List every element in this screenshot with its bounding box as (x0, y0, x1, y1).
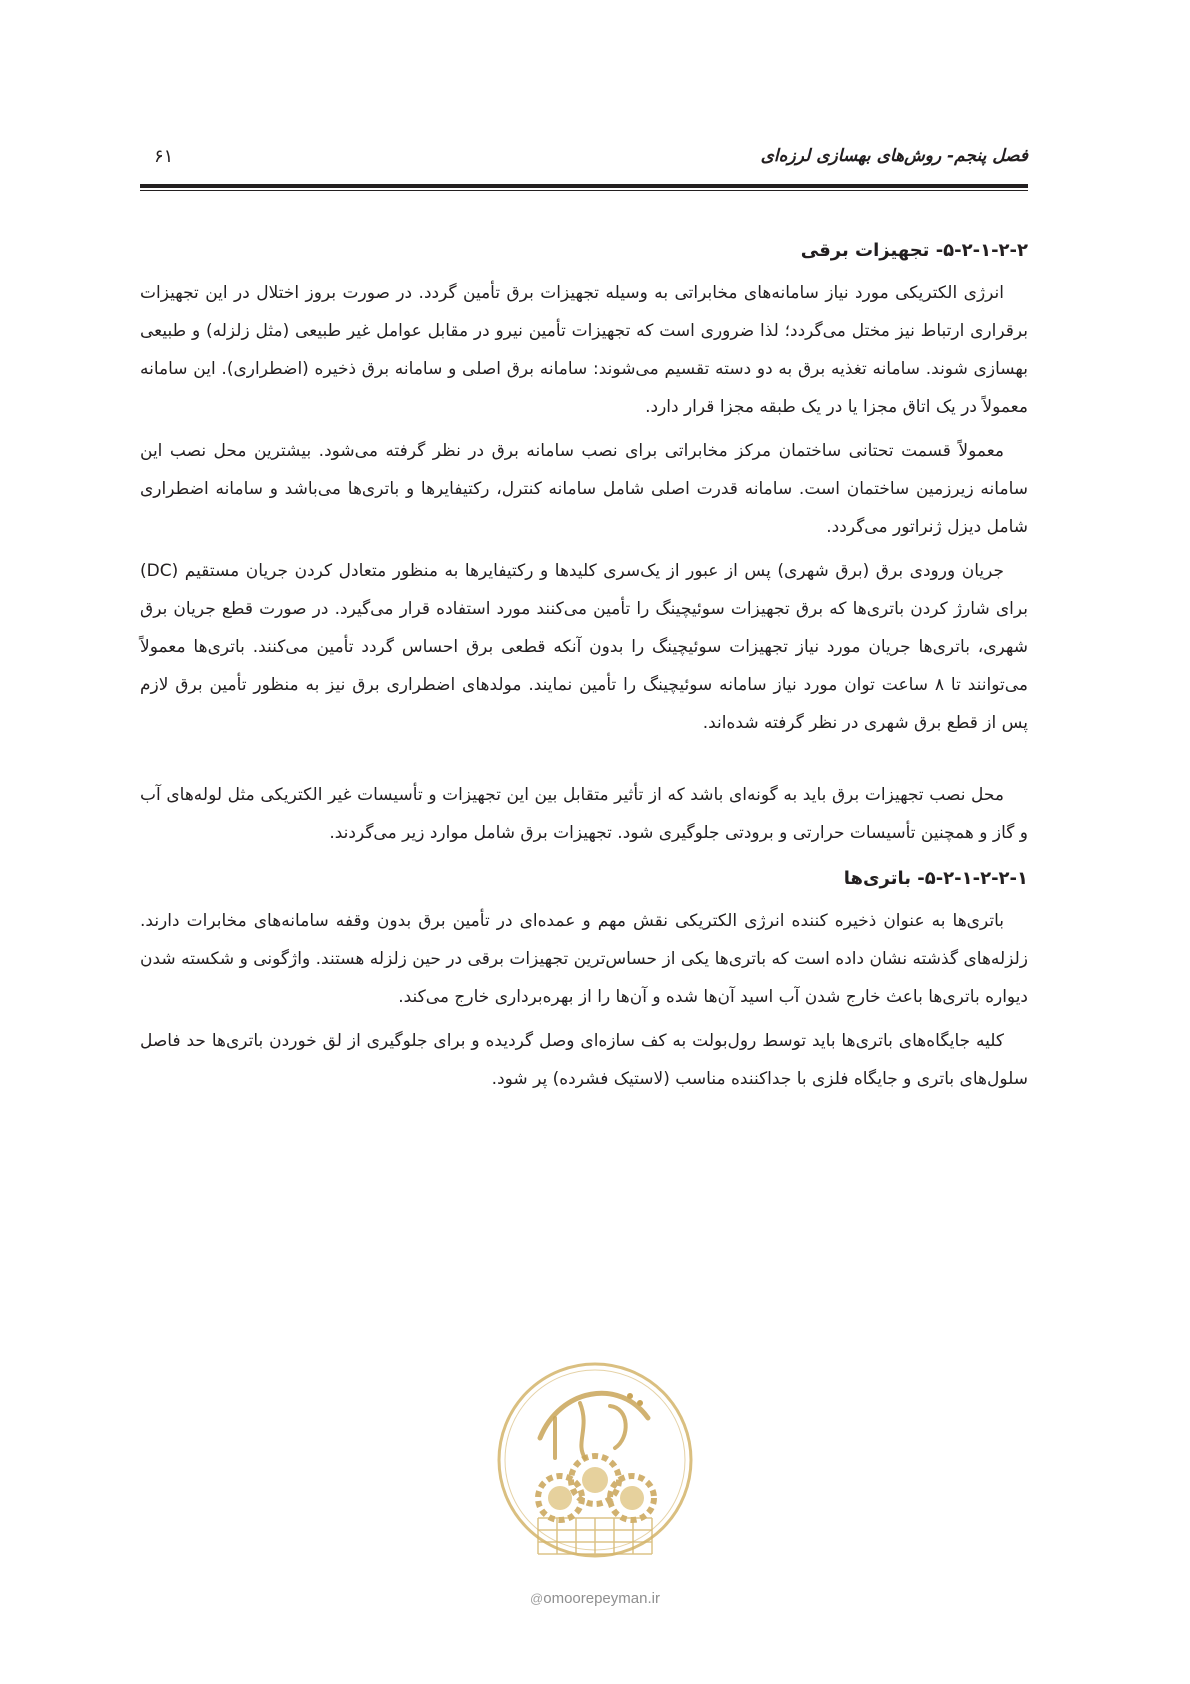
watermark-url: @omoorepeyman.ir (530, 1590, 660, 1607)
page-number: ۶۱ (154, 146, 174, 167)
body-text (140, 232, 1028, 1104)
paragraph: کلیه جایگاه‌های باتری‌ها باید توسط رول‌بولت به کف سازه‌ای وصل گردیده و برای جلوگیری از لق خوردن باتری‌ها حد فاصل سلول‌های باتری و جایگاه فلزی با جداکننده مناسب (لاستیک فشرده) پر شود. (140, 1031, 1028, 1089)
subsection-heading: ۵-۲-۱-۲-۲-۱- باتری‌ها (843, 868, 1028, 889)
section-heading: ۵-۲-۱-۲-۲- تجهیزات برقی (800, 240, 1028, 261)
paragraph: انرژی الکتریکی مورد نیاز سامانه‌های مخابراتی به وسیله تجهیزات برق تأمین گردد. در صورت بروز اختلال در این تجهیزات برقراری ارتباط نیز مختل می‌گردد؛ لذا ضروری است که تجهیزات تأمین نیرو در مقابل عوامل غیر طبیعی (مثل زلزله) و طبیعی بهسازی شوند. سامانه تغذیه برق به دو دسته تقسیم می‌شوند: سامانه برق اصلی و سامانه برق ذخیره (اضطراری). این سامانه معمولاً در یک اتاق مجزا یا در یک طبقه مجزا قرار دارد. (140, 283, 1028, 417)
paragraph: جریان ورودی برق (برق شهری) پس از عبور از یک‌سری کلیدها و رکتیفایرها به منظور متعادل کردن جریان مستقیم (DC) برای شارژ کردن باتری‌ها که برق تجهیزات سوئیچینگ را تأمین می‌کنند مورد استفاده قرار می‌گیرد. در صورت قطع جریان برق شهری، باتری‌ها جریان مورد نیاز تجهیزات سوئیچینگ را بدون آنکه قطعی برق احساس گردد تأمین می‌کنند. باتری‌ها معمولاً می‌توانند تا ۸ ساعت توان مورد نیاز سامانه سوئیچینگ را تأمین نمایند. مولدهای اضطراری برق نیز به منظور تأمین برق لازم پس از قطع برق شهری در نظر گرفته شده‌اند. (140, 561, 1028, 733)
at-icon: @ (530, 1591, 544, 1606)
watermark-logo (480, 1348, 710, 1607)
running-head (140, 146, 1028, 176)
logo-emblem-icon (480, 1348, 710, 1584)
paragraph: باتری‌ها به عنوان ذخیره کننده انرژی الکتریکی نقش مهم و عمده‌ای در تأمین برق بدون وقفه سامانه‌های مخابرات دارند. زلزله‌های گذشته نشان داده است که باتری‌ها یکی از حساس‌ترین تجهیزات برقی در حین زلزله هستند. واژگونی و شکسته شدن دیواره باتری‌ها باعث خارج شدن آب اسید آن‌ها شده و آن‌ها را از بهره‌برداری خارج می‌کند. (140, 911, 1028, 1007)
running-title: فصل پنجم- روش‌های بهسازی لرزه‌ای (760, 146, 1028, 166)
header-rule-thin (140, 190, 1028, 191)
paragraph: معمولاً قسمت تحتانی ساختمان مرکز مخابراتی برای نصب سامانه برق در نظر گرفته می‌شود. بیشترین محل نصب این سامانه زیرزمین ساختمان است. سامانه قدرت اصلی شامل سامانه کنترل، رکتیفایرها و باتری‌ها می‌باشد و سامانه اضطراری شامل دیزل ژنراتور می‌گردد. (140, 441, 1028, 537)
header-rule-thick (140, 184, 1028, 188)
paragraph: محل نصب تجهیزات برق باید به گونه‌ای باشد که از تأثیر متقابل بین این تجهیزات و تأسیسات غیر الکتریکی مثل لوله‌های آب و گاز و همچنین تأسیسات حرارتی و برودتی جلوگیری شود. تجهیزات برق شامل موارد زیر می‌گردند. (140, 785, 1028, 843)
